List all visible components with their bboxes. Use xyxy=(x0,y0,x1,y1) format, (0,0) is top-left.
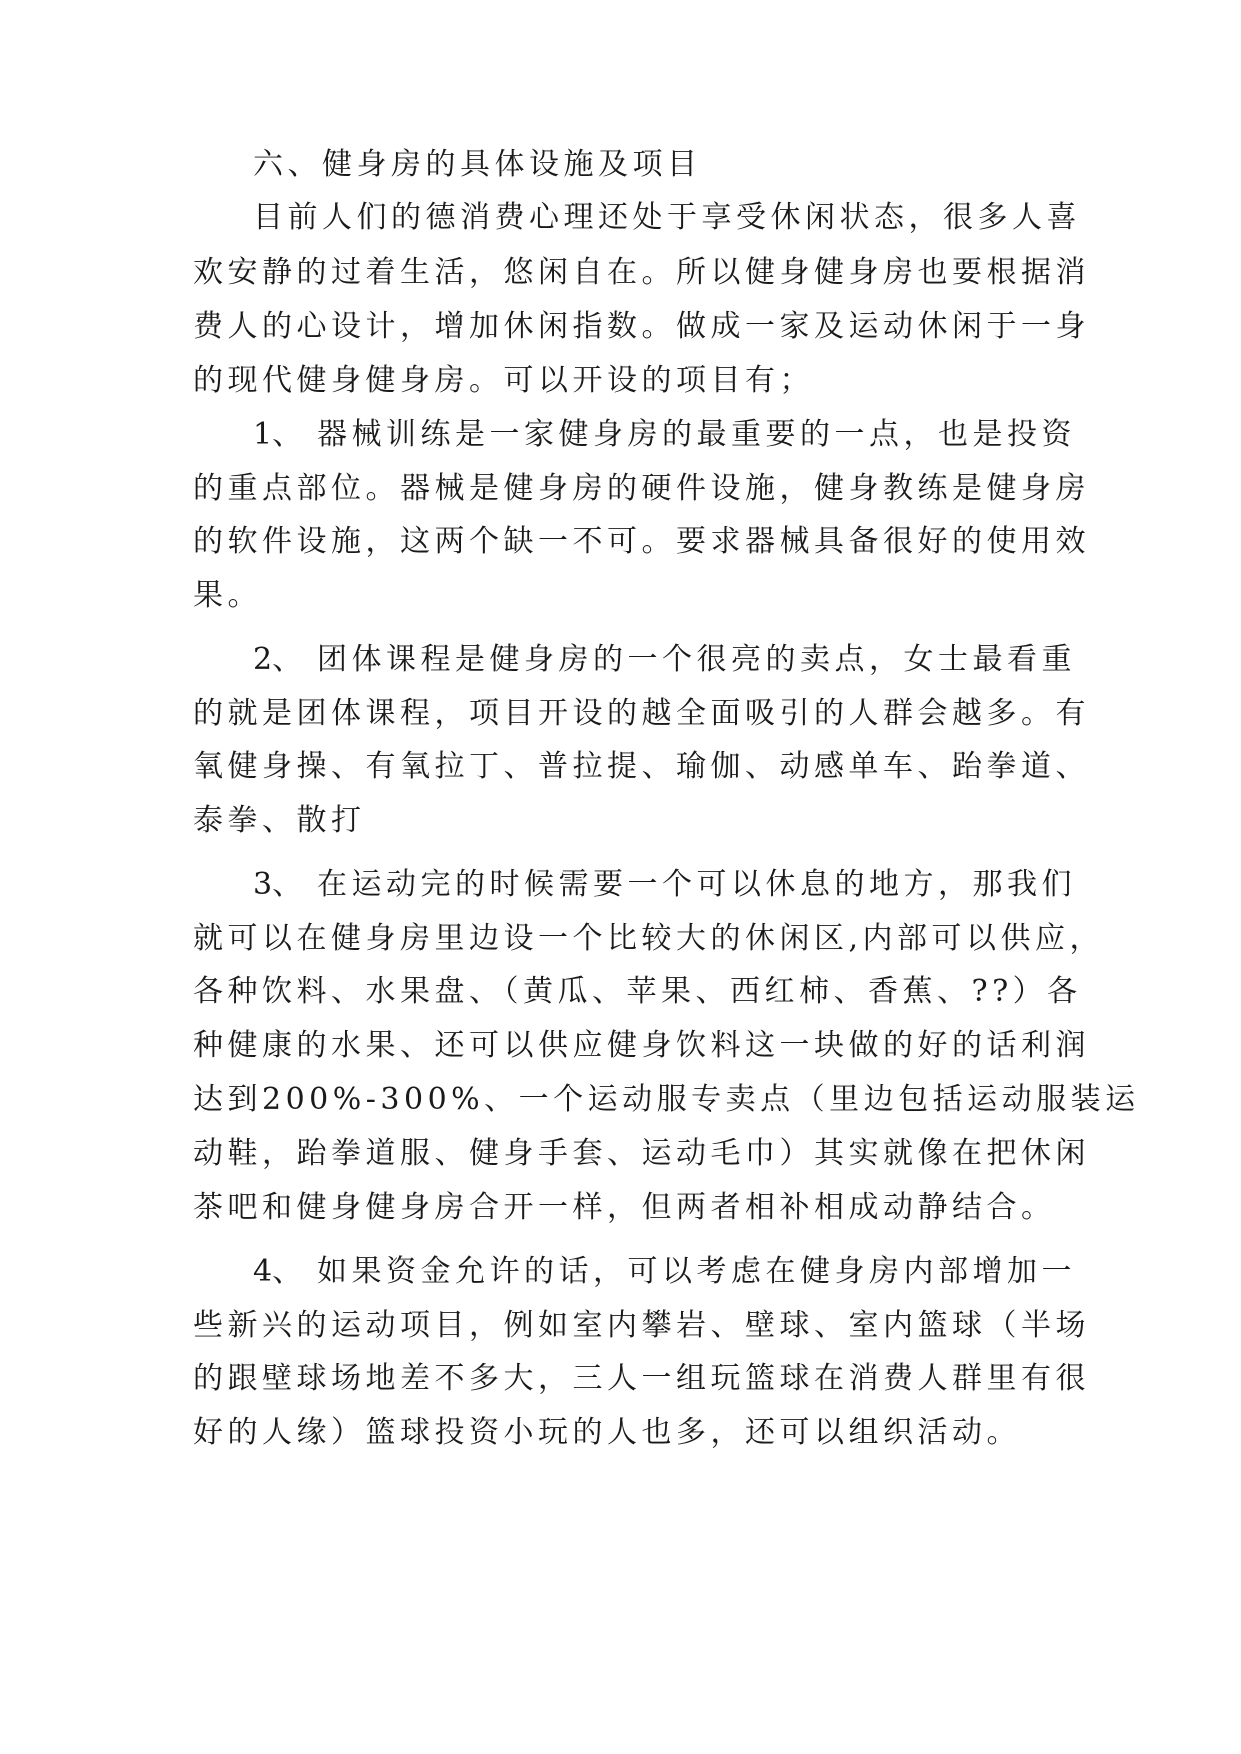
item-line: 氧健身操、有氧拉丁、普拉提、瑜伽、动感单车、跆拳道、 xyxy=(193,749,1090,784)
item-line: 种健康的水果、还可以供应健身饮料这一块做的好的话利润 xyxy=(193,1028,1090,1063)
item-line: 的就是团体课程，项目开设的越全面吸引的人群会越多。有 xyxy=(193,696,1090,731)
intro-line: 的现代健身健身房。可以开设的项目有； xyxy=(193,363,814,398)
item-1-first-line xyxy=(253,413,1153,457)
item-3-first-line xyxy=(253,863,1153,907)
item-text: 器械训练是一家健身房的最重要的一点，也是投资 xyxy=(317,417,1076,452)
item-number: 2、 xyxy=(253,642,303,677)
intro-line: 费人的心设计，增加休闲指数。做成一家及运动休闲于一身 xyxy=(193,309,1090,344)
item-line: 泰拳、散打 xyxy=(193,803,366,838)
item-text: 在运动完的时候需要一个可以休息的地方，那我们 xyxy=(317,867,1076,902)
item-line: 各种饮料、水果盘、（黄瓜、苹果、西红柿、香蕉、??）各 xyxy=(193,974,1082,1009)
item-2-first-line xyxy=(253,638,1153,682)
item-line: 果。 xyxy=(193,578,262,613)
item-line: 的软件设施，这两个缺一不可。要求器械具备很好的使用效 xyxy=(193,524,1090,559)
intro-line: 目前人们的德消费心理还处于享受休闲状态，很多人喜 xyxy=(253,200,1081,235)
item-number: 1、 xyxy=(253,417,303,452)
item-line: 动鞋，跆拳道服、健身手套、运动毛巾）其实就像在把休闲 xyxy=(193,1136,1090,1171)
section-heading: 六、健身房的具体设施及项目 xyxy=(253,147,702,182)
item-number: 3、 xyxy=(253,867,303,902)
item-text: 团体课程是健身房的一个很亮的卖点，女士最看重 xyxy=(317,642,1076,677)
item-number: 4、 xyxy=(253,1254,303,1289)
item-text: 如果资金允许的话，可以考虑在健身房内部增加一 xyxy=(317,1254,1076,1289)
item-line: 就可以在健身房里边设一个比较大的休闲区,内部可以供应， xyxy=(193,921,1105,956)
intro-line: 欢安静的过着生活，悠闲自在。所以健身健身房也要根据消 xyxy=(193,255,1090,290)
item-line: 的重点部位。器械是健身房的硬件设施，健身教练是健身房 xyxy=(193,471,1090,506)
item-4-first-line xyxy=(253,1250,1153,1294)
item-line: 好的人缘）篮球投资小玩的人也多，还可以组织活动。 xyxy=(193,1415,1021,1450)
item-line: 达到200%-300%、一个运动服专卖点（里边包括运动服装运 xyxy=(193,1082,1140,1117)
item-line: 的跟壁球场地差不多大，三人一组玩篮球在消费人群里有很 xyxy=(193,1361,1090,1396)
item-line: 些新兴的运动项目，例如室内攀岩、壁球、室内篮球（半场 xyxy=(193,1308,1090,1343)
item-line: 茶吧和健身健身房合开一样，但两者相补相成动静结合。 xyxy=(193,1190,1056,1225)
